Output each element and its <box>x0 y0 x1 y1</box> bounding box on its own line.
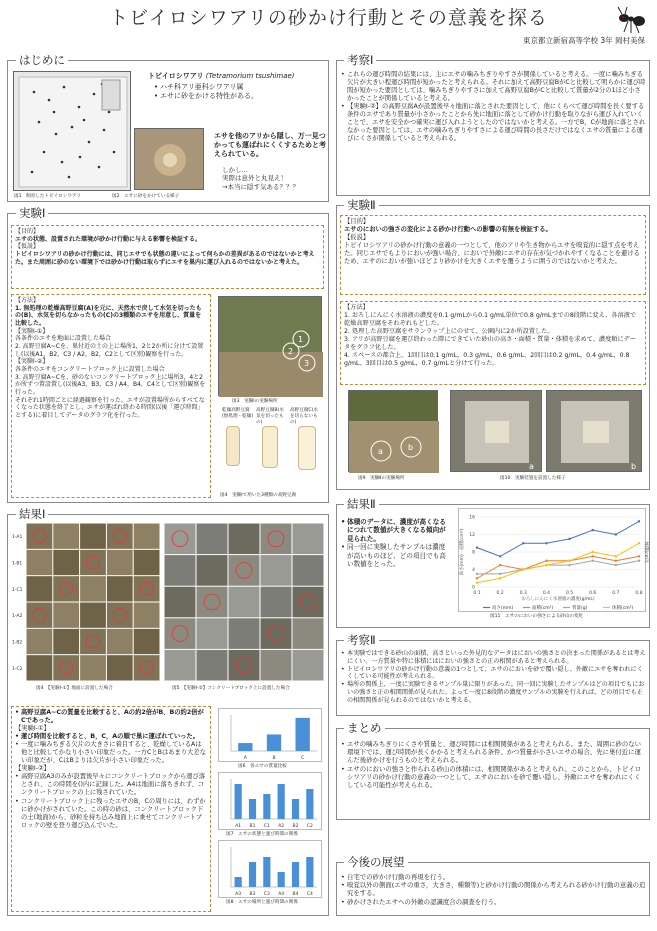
method-step: 各条件のエサをコンクリートブロック上に設置した場合 <box>15 366 165 374</box>
method-step: 2. 高野豆腐A~Cを、巣付近の土の上に場所1，2と2か所に分けて設置し(以後A1，B2，C3 / A2，B2，C2として区別)観察を行った。 <box>15 343 204 358</box>
result-photo <box>53 603 79 628</box>
data-point <box>499 555 501 557</box>
data-point <box>615 564 617 566</box>
res1-ground-grid <box>12 523 160 681</box>
row-label: 1-C1 <box>12 587 23 593</box>
x-tick-label: 0.7 <box>612 591 620 596</box>
res1-subheading: 【実験Ⅰ-②】 <box>15 765 50 773</box>
result-photo <box>53 550 79 575</box>
future-bullet: • 砂かけされたエサへの外敵の認識度合の調査を行う。 <box>341 898 646 906</box>
x-tick-label: C3 <box>263 892 270 897</box>
result-photo <box>165 524 196 555</box>
x-tick-label: 0.4 <box>542 591 551 596</box>
fig2-caption: 図2 エサに砂をかけている様子 <box>112 194 180 199</box>
result-photo <box>80 550 106 575</box>
fig6-caption: 図5 【実験Ⅰ-②】コンクリートブロック上に設置した場合 <box>172 686 290 691</box>
setup-label: b <box>631 462 637 471</box>
summary-bullet: • エサのにおいの強さと作られる砂山の体積には、相関関係があると考えられ、このことから、トビイロシワアリの砂かけ行動の意義の一つとして、エサのにおいを砂で覆い隠し、外敵にエサを奪われにくくしている可能性が考えられる。 <box>341 765 646 790</box>
intro-heading: はじめに <box>16 54 68 67</box>
tofu-label: 高野豆腐B(水気を切ったもの) <box>256 408 284 425</box>
data-point <box>476 546 478 548</box>
species-bullet: • エサに砂をかける特性がある。 <box>154 92 328 101</box>
x-tick-label: C4 <box>306 892 313 897</box>
tofu-c <box>298 426 316 470</box>
site-label: a <box>378 447 383 456</box>
method-label: 【方法】 <box>344 304 369 311</box>
question-line: →本当に隠す気ある？？？ <box>222 182 299 191</box>
bar <box>267 734 281 751</box>
result-photo <box>134 576 160 601</box>
result-photo <box>197 650 228 681</box>
exp1-method-box <box>11 294 211 498</box>
exp1-purpose-box <box>11 225 324 289</box>
result-photo <box>293 650 324 681</box>
result-photo <box>107 655 133 680</box>
res1-bullet: • 運び時間を比較すると、B，C，Aの順で巣に運ばれていった。 <box>15 733 207 741</box>
data-point <box>499 564 501 566</box>
chart3-caption: 図8 エサの場所と運び時間の関係 <box>226 900 298 905</box>
ant-colony-photo <box>13 71 131 191</box>
x-tick-label: 0.5 <box>565 591 574 596</box>
ant-icon <box>614 4 648 38</box>
data-point <box>545 560 547 562</box>
summary-heading: まとめ <box>344 722 385 735</box>
question-line: 実際は意外と丸見え！ <box>222 174 287 183</box>
fig10-caption: 図10 実験装置を設置した様子 <box>500 476 566 481</box>
result-photo <box>165 587 196 618</box>
setup-label: a <box>529 462 534 471</box>
result-photo <box>261 587 292 618</box>
bar <box>306 857 313 887</box>
method-step: 3. 高野豆腐A~Cを、砂のないコンクリートブロック上に場所3，4と2か所ずつ置設置し(以後A3，B3，C3 / A4，B4，C4として区別)観察を行った。 <box>15 373 206 397</box>
res1-heading: 結果Ⅰ <box>16 508 48 521</box>
x-axis-label: おろしにんにく水溶液の濃度(g/mL) <box>521 597 595 602</box>
result-photo <box>165 555 196 586</box>
fig5-caption: 図4 【実験Ⅰ-①】地面に設置した場合 <box>36 686 113 691</box>
x-tick-label: 0.2 <box>496 591 504 596</box>
row-label: 1-B1 <box>12 561 23 567</box>
result-photo <box>261 524 292 555</box>
data-point <box>615 555 617 557</box>
x-tick-label: B3 <box>249 892 256 897</box>
species-latin: (Tetramorium tsushimae) <box>205 72 295 80</box>
result-photo <box>53 524 79 549</box>
method-step: それぞれ1時間ごとに経過観察を行った。エサが設置場所からすべてなくなった状態を終了とし、エサが運ばれ終わる時間(以後「運び時間」とする)に着目してデータのグラフ化を行った。 <box>15 396 205 420</box>
chart2-caption: 図7 エサの状態と運び時間の関係 <box>226 832 298 837</box>
result-photo <box>293 618 324 649</box>
data-point <box>522 568 524 570</box>
data-point <box>638 555 640 557</box>
exp2-method-box <box>340 301 646 385</box>
x-tick-label: B4 <box>292 892 299 897</box>
site-label: 3 <box>304 359 310 368</box>
sand-covered-food-photo <box>134 128 204 190</box>
res1-bullet: • 高野豆腐A3のみが設置後早々にコンクリートブロックから運び落とされ、この時間を()内に記録した。A4は地面に落ちきれず、コンクリートブロックの上に残されていた。 <box>15 773 207 797</box>
x-tick-label: 0.1 <box>473 591 481 596</box>
species-info <box>148 72 328 101</box>
res2-body <box>341 518 451 569</box>
result-photo <box>229 524 260 555</box>
res1-bullets-box <box>11 706 211 912</box>
bar <box>235 877 242 887</box>
res1-bullet: • コンクリートブロック上に残ったエサのB，Cの周りには、わずかに砂かけがされていた。この時の砂は、コンクリートブロック下の土(地面)から、砂粒を持ち込み地面上に乗せてコンクリートブロックの壁を登り運び込んでいた。 <box>15 798 207 830</box>
result-photo <box>27 576 53 601</box>
data-point <box>638 542 640 544</box>
result-photo <box>197 587 228 618</box>
site-drawing <box>219 297 323 397</box>
result-photo <box>134 550 160 575</box>
chart1-caption: 図6 各エサの質量比較 <box>238 764 287 769</box>
legend-entry: 体積(cm³) <box>612 606 634 611</box>
future-bullet: • 嗅覚以外の側面(エサの重さ，大きさ，種類等)と砂かけ行動の関係から考えられる砂かけ行動の意義の追究をする。 <box>341 881 646 897</box>
res2-bullet: • 同一回に実験したサンプルは濃度が高いものほど、どの項目でも高い数値をとった。 <box>341 543 451 568</box>
exp2-setup-photo-b <box>546 390 642 472</box>
bar <box>249 799 256 819</box>
result-photo <box>261 618 292 649</box>
exp2-site-drawing <box>349 391 439 473</box>
data-point <box>545 564 547 566</box>
data-point <box>476 577 478 579</box>
ground-photo-grid <box>12 523 160 684</box>
x-tick-label: C2 <box>306 824 313 829</box>
time-state-bar-chart <box>218 772 322 830</box>
data-point <box>638 520 640 522</box>
tofu-a <box>226 426 240 466</box>
site-label: b <box>408 443 414 452</box>
method-step: 【実験Ⅰ-②】 <box>15 358 49 366</box>
species-bullet: • ハチ科アリ亜科シワアリ属 <box>154 83 328 92</box>
sand-mound-drawing <box>135 129 205 191</box>
method-step: 【実験Ⅰ-①】 <box>15 327 49 335</box>
result-photo <box>229 650 260 681</box>
disc2-bullet: • 場所の関係上、一度に実験できるサンプル量に限りがあった。同一回に実験したサンプルはどの項目でもにおいの強さと正の相関関係が見られた。よって一度に8段階の濃度サンプルの実験を行えれば、どの項目でも正の相関関係が見られるのではないかと考える。 <box>341 681 646 704</box>
data-point <box>522 542 524 544</box>
tofu-label: 乾燥高野豆腐(無処理・乾燥) <box>222 408 254 419</box>
block-photo-grid <box>164 523 324 684</box>
result-photo <box>293 524 324 555</box>
fig3-caption: 図3 実験Ⅰの実験場所 <box>232 399 278 404</box>
result-photo <box>27 524 53 549</box>
disc2-bullet: • トビイロシワアリの砂かけ行動の意義の1つとして、エサのにおいを砂で覆い隠し、外敵にエサを奪われにくくしている可能性が考えられる。 <box>341 666 646 682</box>
row-label: 1-A1 <box>12 535 23 541</box>
x-tick-label: C <box>301 756 305 761</box>
result-photo <box>134 524 160 549</box>
legend-entry: 面積(cm²) <box>532 606 554 611</box>
data-point <box>499 573 501 575</box>
x-tick-label: 0.8 <box>635 591 643 596</box>
data-point <box>592 555 594 557</box>
setup-a-drawing <box>451 391 543 473</box>
disc1-bullet: • 【実験Ⅰ-②】の高野豆腐Aが設置後早々地面に落とされた要因として、他にくらべて運び時間を長く要する条件のエサであり質量が小さかったことから先に地面に落として砂かけ行動を取りながら運び入れていくことで、エサを安全かつ確実に運び入れようとしたのではないかと考える。一方でB，Cが地面に落とされなかった要因としては、エサの噛みちぎりやすさによる運び時間の長さだけではなくエサの質量による運びにくさが関係していると考えられる。 <box>341 103 646 143</box>
y-tick-label: 12 <box>469 533 475 538</box>
y-tick-label: 0 <box>472 585 475 591</box>
disc2-body <box>341 650 646 705</box>
result-photo <box>107 550 133 575</box>
result-photo <box>27 655 53 680</box>
disc1-heading: 考察Ⅰ <box>344 54 376 67</box>
data-point <box>545 542 547 544</box>
result-photo <box>80 655 106 680</box>
x-tick-label: B2 <box>292 824 299 829</box>
site-label: 1 <box>298 335 304 344</box>
tofu-samples <box>218 408 322 492</box>
result-photo <box>197 555 228 586</box>
exp1-site-photo <box>218 296 322 396</box>
disc2-heading: 考察Ⅱ <box>344 634 379 647</box>
disc2-bullet: • 本実験ではできる砂山の面積、高さといった外見的なデータはにおいの強さとの決まった関係があるとは考えにくい。一方質量や特に体積にはにおいの強さとの正の相関があると考えられる。 <box>341 650 646 666</box>
result-photo <box>107 576 133 601</box>
data-point <box>568 538 570 540</box>
result-photo <box>229 618 260 649</box>
x-tick-label: B1 <box>249 824 256 829</box>
bar <box>296 718 310 751</box>
data-point <box>615 560 617 562</box>
site-label: 2 <box>288 347 294 356</box>
data-point <box>615 533 617 535</box>
data-point <box>476 581 478 583</box>
fig11-caption: 図11 エサのにおいの強さによる砂山の変化 <box>490 614 584 619</box>
purpose-label: 【目的】 <box>344 218 370 225</box>
x-tick-label: A1 <box>235 824 242 829</box>
exp2-site-photo <box>348 390 438 472</box>
school-name: 東京都立新宿高等学校 3年 岡村美保 <box>522 36 645 45</box>
result-photo <box>27 629 53 654</box>
photo-grid-svg <box>12 523 160 681</box>
bar <box>263 794 270 819</box>
bar <box>263 857 270 887</box>
tofu-label: 高野豆腐C(水を切らないもの) <box>290 408 318 425</box>
result-photo <box>197 524 228 555</box>
result-photo <box>80 629 106 654</box>
data-point <box>592 560 594 562</box>
data-point <box>499 577 501 579</box>
y-axis-label-right: 体積(cm³) <box>643 541 648 563</box>
legend-entry: 質量(g) <box>572 606 588 611</box>
bar <box>278 784 285 819</box>
result-photo <box>53 655 79 680</box>
result-photo <box>80 603 106 628</box>
ant-colony-drawing <box>14 72 132 192</box>
intro-callout: エサを他のアリから隠し、万一見つかっても運ばれにくくするためと考えられている。 <box>214 132 326 158</box>
x-tick-label: A3 <box>235 892 242 897</box>
exp1-heading: 実験Ⅰ <box>16 207 48 220</box>
row-label: 1-C2 <box>12 666 23 672</box>
method-step: 4. スペースの都合上、1回目は0.1 g/mL，0.3 g/mL，0.6 g/mL、2回目は0.2 g/mL，0.4 g/mL，0.8 g/mL、3回目は0.5 g/mL，0.7 g/mLと分けて行った。 <box>344 351 630 367</box>
result-photo <box>27 603 53 628</box>
purpose-label: 【目的】 <box>15 228 40 235</box>
future-heading: 今後の展望 <box>344 856 408 869</box>
result-photo <box>229 555 260 586</box>
result-photo <box>165 650 196 681</box>
result-photo <box>261 555 292 586</box>
result-photo <box>53 629 79 654</box>
bar <box>249 862 256 887</box>
bar <box>306 789 313 819</box>
y-tick-label: 16 <box>469 515 475 521</box>
res1-bullet: • 高野豆腐A~Cの質量を比較すると、Aの約2倍がB、Bの約2倍がCであった。 <box>15 709 207 725</box>
result-photo <box>165 618 196 649</box>
fig4-caption: 図4 実験Ⅰで用いた3種類の高野豆腐 <box>220 493 297 498</box>
series-line <box>477 521 639 556</box>
res1-bullet: • 一度に噛みちぎる欠片の大きさに着目すると、乾燥しているAは他と比較してかなり小さい印象だった。一方CとBはあまり大差ない印象だが、CはBよりは欠片が小さい印象だった。 <box>15 741 207 765</box>
data-point <box>568 560 570 562</box>
fig9-caption: 図9 実験Ⅱの実験場所 <box>358 476 405 481</box>
res2-bullet: • 体積のデータに、濃度が高くなるにつれて数値が大きくなる傾向が見られた。 <box>341 518 451 543</box>
row-label: 1-A2 <box>12 614 23 620</box>
tofu-b <box>262 426 278 468</box>
res2-heading: 結果Ⅱ <box>344 498 379 511</box>
bar <box>292 799 299 819</box>
series-line <box>477 543 639 582</box>
method-step: 3. アリが高野豆腐を運び終わった際にできていた砂山の高さ・面積・質量・体積を求めて、濃度順にデータをグラフ化した。 <box>344 335 637 351</box>
future-bullet: • 自宅での砂かけ行動の再現を行う。 <box>341 873 646 881</box>
data-point <box>568 564 570 566</box>
series-line <box>477 556 639 578</box>
method-label: 【方法】 <box>15 297 40 304</box>
method-step: 1. 無処理の乾燥高野豆腐(A)を元に、天然水で戻して水気を切ったもの(B)、水気を切らなかったもの(C)の3種類のエサを用意し、質量を比較した。 <box>15 304 202 328</box>
summary-bullet: • エサの噛みちぎりにくさや質量と、運び時間には相関関係があると考えられる。また、周囲に砂のない環境下では、運び時間が長くかかると考えられる条件、かつ質量が小さいエサの場合、先に巣付近に運んだ後砂かけを行うものと考えられる。 <box>341 740 646 765</box>
future-body <box>341 873 646 906</box>
setup-b-drawing <box>547 391 643 473</box>
result-photo <box>107 603 133 628</box>
bar <box>238 743 252 751</box>
data-point <box>592 551 594 553</box>
legend-entry: 高さ(mm) <box>492 606 514 611</box>
result-photo <box>80 524 106 549</box>
x-tick-label: A2 <box>278 824 285 829</box>
method-step: 2. 処理した高野豆腐をサランラップ上にのせて、公園内に2か所設置した。 <box>344 327 554 335</box>
odor-line-chart <box>458 508 646 612</box>
exp2-purpose: エサのにおいの強さの変化による砂かけ行動への影響の有無を検証する。 <box>344 226 552 234</box>
result-photo <box>134 603 160 628</box>
intro-question <box>222 166 299 191</box>
exp1-hypothesis: トビイロシワアリの砂かけ行動には、同じエサでも状態の違いによって何らかの差異があるのではないかと考えた。また周囲に砂のない環境下では砂かけ行動は取らずにエサを巣内に運び入れるのではないかと考えた。 <box>15 251 315 266</box>
res1-subheading: 【実験Ⅰ-①】 <box>15 725 50 733</box>
result-photo <box>261 650 292 681</box>
bar <box>235 784 242 819</box>
row-label: 1-B2 <box>12 640 23 646</box>
y-tick-label: 4 <box>472 568 475 573</box>
y-axis-label-left: 高さ(mm)・面積(cm²) <box>460 528 465 576</box>
result-photo <box>197 618 228 649</box>
data-point <box>476 573 478 575</box>
result-photo <box>107 524 133 549</box>
summary-body <box>341 740 646 789</box>
bar <box>292 862 299 887</box>
result-photo <box>27 550 53 575</box>
exp1-purpose: エサの状態、設置された環境が砂かけ行動に与える影響を検証する。 <box>15 235 202 243</box>
data-point <box>592 529 594 531</box>
mass-bar-chart <box>218 708 322 762</box>
exp2-heading: 実験Ⅱ <box>344 199 379 212</box>
fig1-caption: 図1 飼育したトビイロシワアリ <box>14 194 81 199</box>
y-tick-label: 8 <box>472 550 475 556</box>
method-step: 各条件のエサを地面に設置した場合 <box>15 335 112 343</box>
x-tick-label: C1 <box>263 824 270 829</box>
bar <box>278 872 285 887</box>
poster-title: トビイロシワアリの砂かけ行動とその意義を探る <box>109 7 548 29</box>
time-place-bar-chart <box>218 840 322 898</box>
x-tick-label: A4 <box>278 892 285 897</box>
method-step: 1. おろしにんにく水溶液の濃度を0.1 g/mLから0.1 g/mL単位で0.8 g/mLまでの8段階に変え、各溶液で乾燥高野豆腐をそれぞれもどした。 <box>344 311 637 327</box>
question-line: しかし… <box>222 166 248 174</box>
hypo-label: 【仮説】 <box>344 234 370 242</box>
species-name: トビイロシワアリ <box>148 72 204 80</box>
result-photo <box>229 587 260 618</box>
res1-block-grid <box>164 523 324 681</box>
exp2-setup-photo-a <box>450 390 542 472</box>
x-tick-label: B <box>272 756 276 761</box>
result-photo <box>80 576 106 601</box>
photo-grid-svg <box>164 523 324 681</box>
data-point <box>638 560 640 562</box>
x-tick-label: 0.3 <box>519 591 527 596</box>
exp2-purpose-box <box>340 215 646 295</box>
disc1-body <box>341 71 646 143</box>
result-photo <box>134 655 160 680</box>
result-photo <box>293 587 324 618</box>
x-tick-label: 0.6 <box>589 591 597 596</box>
result-photo <box>293 555 324 586</box>
result-photo <box>134 629 160 654</box>
result-photo <box>53 576 79 601</box>
exp2-hypothesis: トビイロシワアリの砂かけ行動の意義の一つとして、他のアリや生き物からエサを嗅覚的に隠す点を考えた。同じエサでもよりにおいが強い場合、においで外敵にエサの存在が気づかれやすくなることを避けるため、エサのにおいが強いほどより砂かけを大きくエサを覆うように囲うのではないかと考えた。 <box>344 242 640 266</box>
hypo-label: 【仮説】 <box>15 243 40 251</box>
disc1-bullet: • これらの運び時間の結果には、主にエサの噛みちぎりやすさが関係していると考える。一度に噛みちぎる欠片が大きい程運び時間が短かったと考えられる。それに加えて高野豆腐BがCと比較して明らかに運び時間が短かった要因としては、噛みちぎりやすさに加えて高野豆腐BがCと比較して質量が2分の1ほど小さかったことが関係していると考える。 <box>341 71 646 103</box>
x-tick-label: A <box>243 756 247 761</box>
result-photo <box>107 629 133 654</box>
